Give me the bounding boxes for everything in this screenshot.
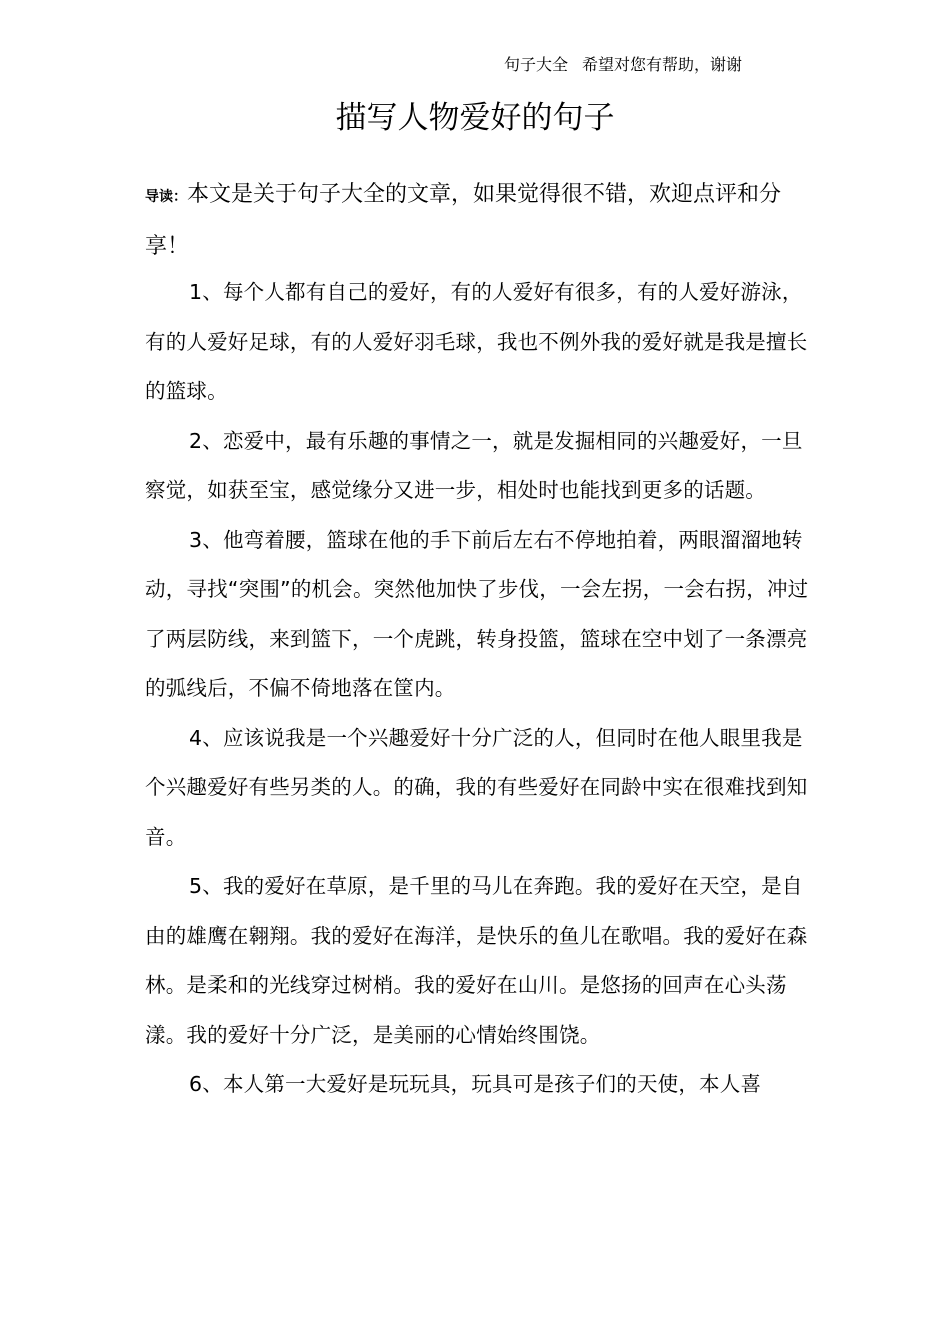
paragraph-6: 6、本人第一大爱好是玩玩具，玩具可是孩子们的天使，本人喜 bbox=[189, 1072, 762, 1096]
paragraph-2: 2、恋爱中，最有乐趣的事情之一，就是发掘相同的兴趣爱好，一旦察觉，如获至宝，感觉缘分又进一步，相处时也能找到更多的话题。 bbox=[145, 428, 803, 502]
header-site: 句子大全 bbox=[504, 55, 569, 74]
intro-label: 导读： bbox=[145, 189, 187, 205]
header-message: 希望对您有帮助，谢谢 bbox=[582, 55, 743, 74]
paragraph-1: 1、每个人都有自己的爱好，有的人爱好有很多，有的人爱好游泳，有的人爱好足球，有的人爱好羽毛球，我也不例外我的爱好就是我是擅长的篮球。 bbox=[145, 280, 808, 403]
paragraph-4: 4、应该说我是一个兴趣爱好十分广泛的人，但同时在他人眼里我是个兴趣爱好有些另类的人。的确，我的有些爱好在同龄中实在很难找到知音。 bbox=[145, 725, 808, 849]
page-header bbox=[504, 54, 742, 76]
intro-block bbox=[145, 170, 813, 271]
page-title: 描写人物爱好的句子 bbox=[335, 100, 615, 136]
paragraph-3: 3、他弯着腰，篮球在他的手下前后左右不停地拍着，两眼溜溜地转动，寻找“突围”的机会。突然他加快了步伐，一会左拐，一会右拐，冲过了两层防线，来到篮下，一个虎跳，转身投篮，篮球在空中划了一条漂亮的弧线后，不偏不倚地落在筐内。 bbox=[145, 527, 809, 700]
paragraph-5: 5、我的爱好在草原，是千里的马儿在奔跑。我的爱好在天空，是自由的雄鹰在翱翔。我的爱好在海洋，是快乐的鱼儿在歌唱。我的爱好在森林。是柔和的光线穿过树梢。我的爱好在山川。是悠扬的回声在心头荡漾。我的爱好十分广泛，是美丽的心情始终围饶。 bbox=[145, 874, 808, 1047]
intro-text: 本文是关于句子大全的文章，如果觉得很不错，欢迎点评和分享！ bbox=[145, 182, 782, 259]
article-body bbox=[145, 268, 820, 1110]
